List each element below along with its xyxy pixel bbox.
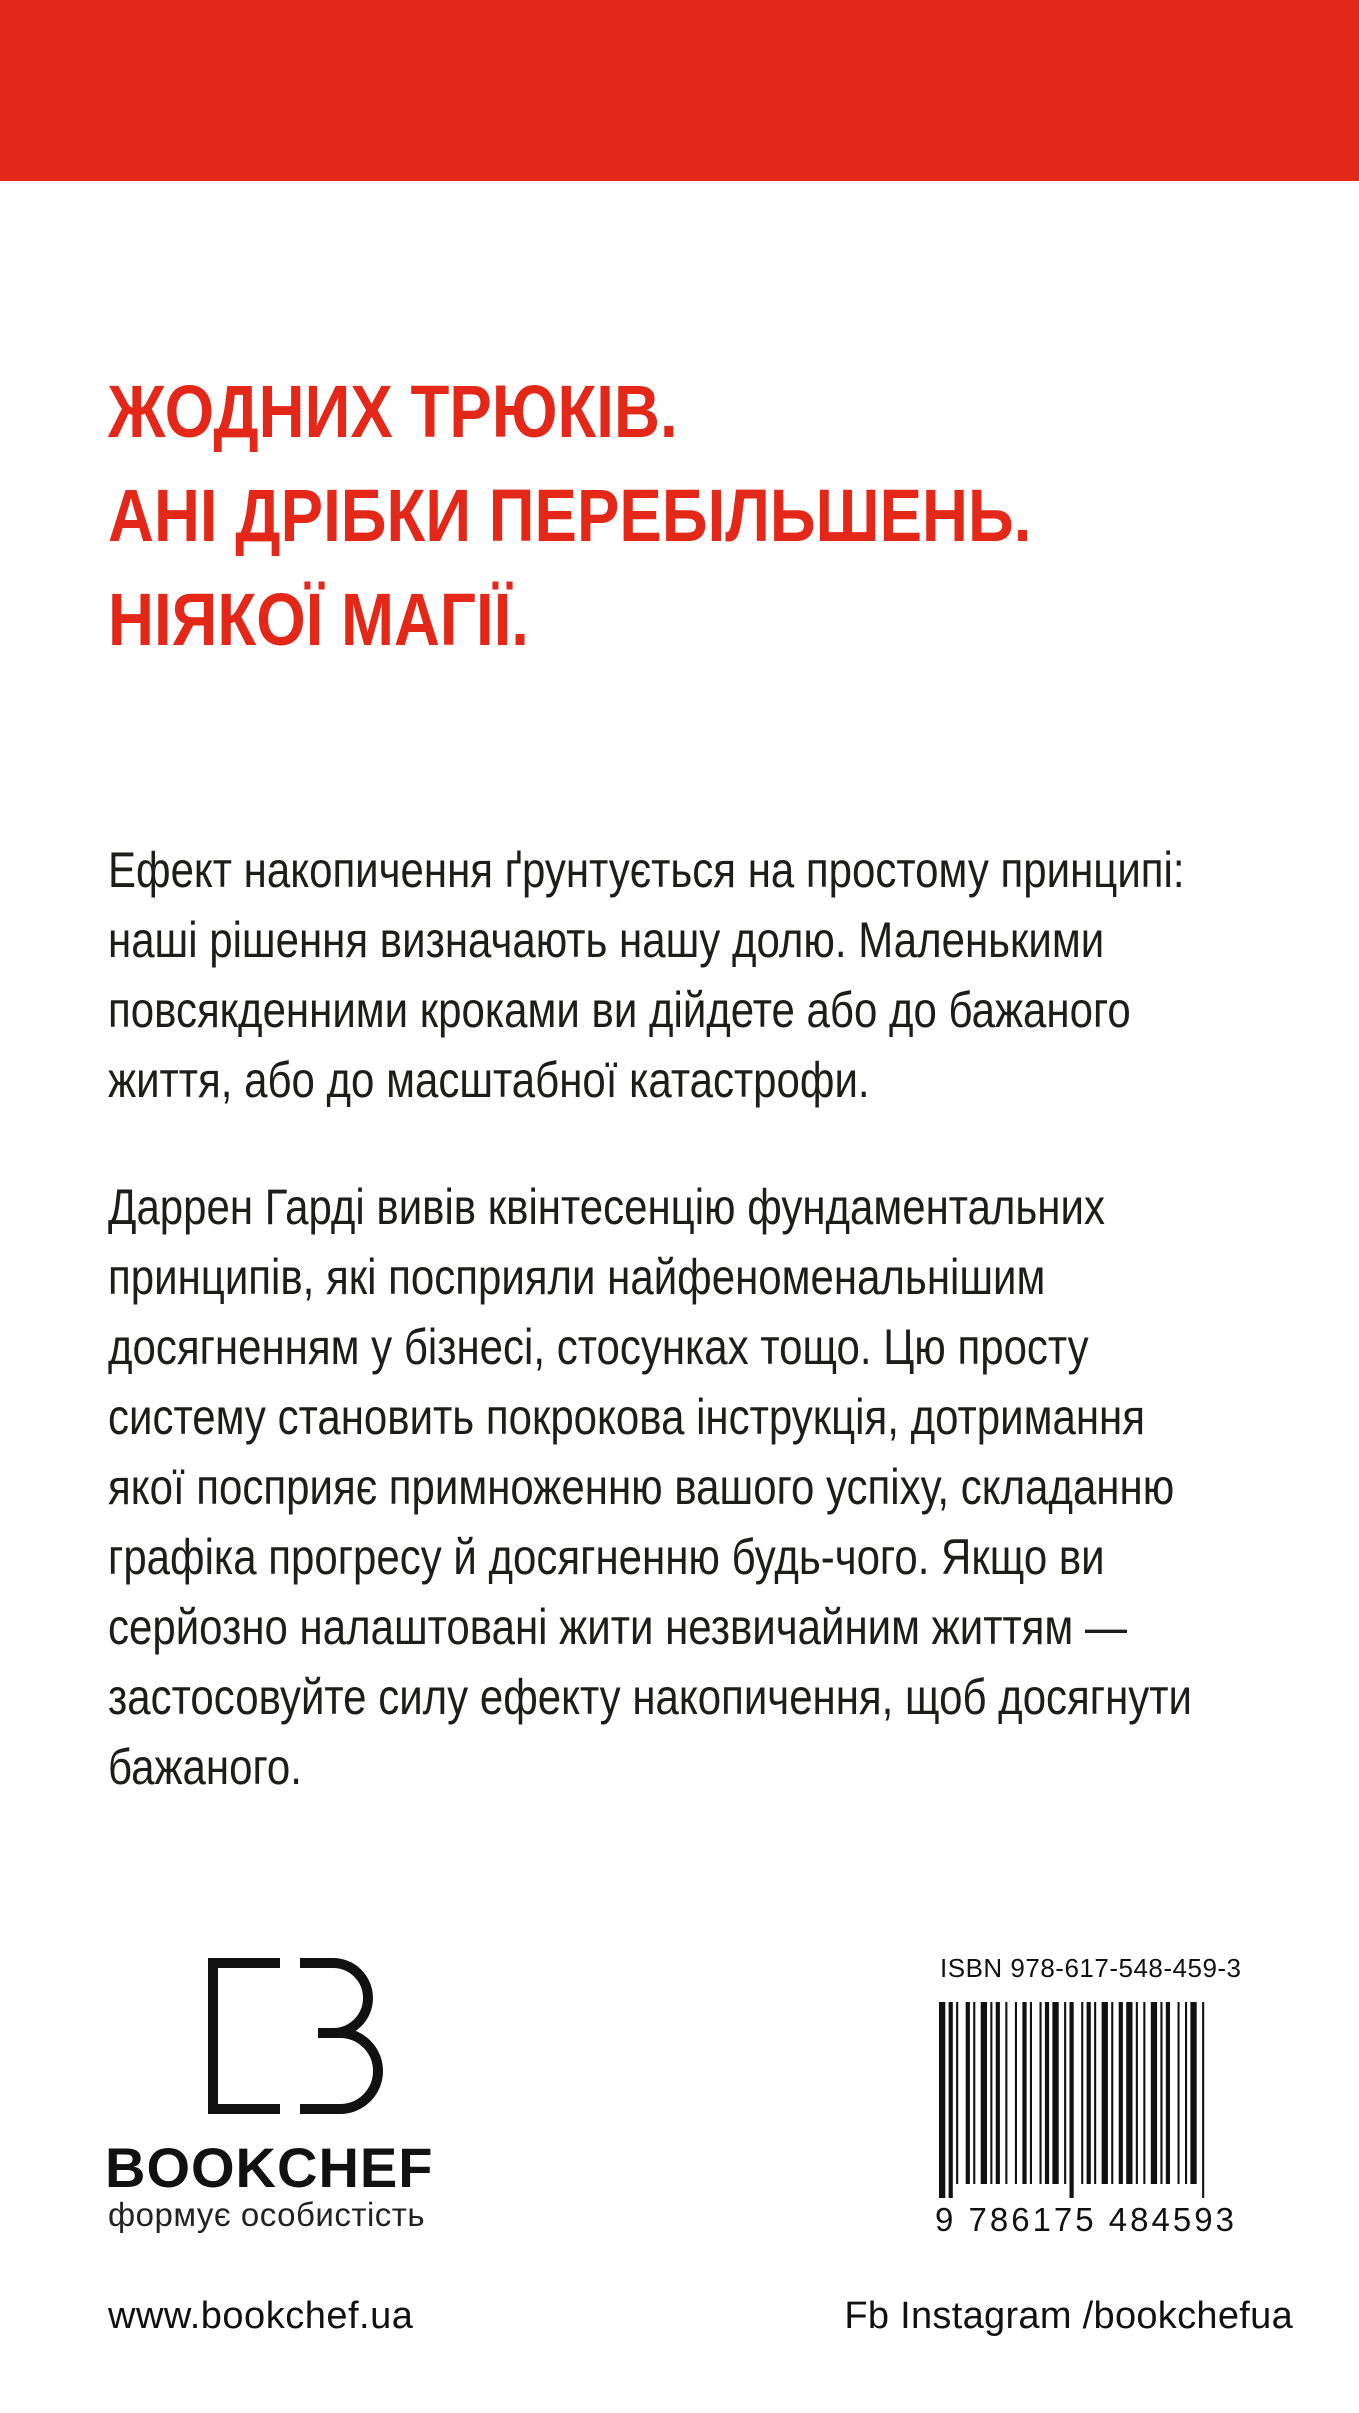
barcode-bar [1166,2002,1170,2184]
paragraph-line: життя, або до масштабної катастрофи. [108,1052,870,1108]
barcode-bar [956,2002,958,2184]
publisher-tagline: формує особистість [108,2196,426,2233]
barcode-bar [939,2002,945,2198]
barcode-bar [1143,2002,1145,2184]
bookchef-logo-icon [208,1958,400,2114]
barcode-bar [981,2002,987,2184]
barcode-bar [1015,2002,1017,2184]
publisher-website[interactable]: www.bookchef.ua [108,2295,414,2337]
description-paragraph-2 [108,1172,1193,1802]
barcode-bar [1005,2002,1007,2184]
barcode-bar [1052,2002,1058,2184]
paragraph-line: систему становить покрокова інструкція, дотримання [108,1389,1145,1445]
paragraph-line: повсякденними кроками ви дійдете або до бажаного [108,982,1131,1038]
paragraph-line: Ефект накопичення ґрунтується на простому принципі: [108,842,1185,898]
barcode-bar [1030,2002,1032,2184]
description-paragraph-1 [108,835,1185,1115]
paragraph-line: Даррен Гарді вивів квінтесенцію фундаментальних [108,1179,1105,1235]
paragraph-line: графіка прогресу й досягненню будь-чого. Якщо ви [108,1529,1105,1585]
barcode-bar [1045,2002,1049,2184]
headline [108,360,1308,672]
top-red-band [0,0,1359,181]
barcode-bar [1178,2002,1180,2184]
barcode-bar [1081,2002,1083,2184]
barcode-bar [1070,2002,1074,2198]
barcode-bar [1111,2002,1113,2184]
paragraph-line: серйозно налаштовані жити незвичайним життям — [108,1599,1127,1655]
barcode-bar [1185,2002,1187,2184]
barcode-bar [990,2002,992,2184]
barcode-bar [1126,2002,1132,2184]
paragraph-line: бажаного. [108,1739,302,1795]
barcode-bar [1202,2002,1204,2198]
barcode-bar [1040,2002,1042,2184]
headline-line-2: АНІ ДРІБКИ ПЕРЕБІЛЬШЕНЬ. [108,474,1032,557]
barcode-digits: 9 786175 484593 [935,2201,1237,2238]
barcode-bar [1022,2002,1026,2184]
barcode-bar [1102,2002,1108,2184]
barcode-bar [1119,2002,1123,2184]
barcode-bar [973,2002,975,2184]
barcode-bar [996,2002,1000,2184]
isbn-label: ISBN 978-617-548-459-3 [940,1953,1242,1983]
barcode-bar [1064,2002,1066,2184]
barcode-bar [1136,2002,1138,2184]
barcode-bar [1190,2002,1196,2184]
paragraph-line: принципів, які посприяли найфеноменальнішим [108,1249,1046,1305]
paragraph-line: застосовуйте силу ефекту накопичення, щоб досягнути [108,1669,1193,1725]
paragraph-line: якої посприяє примноженню вашого успіху, складанню [108,1459,1175,1515]
publisher-social[interactable]: Fb Instagram /bookchefua [844,2295,1293,2337]
barcode-bar [949,2002,953,2198]
barcode-bar [1160,2002,1162,2184]
headline-line-3: НІЯКОЇ МАГІЇ. [108,578,529,661]
barcode-bar [1087,2002,1091,2184]
publisher-name: BOOKCHEF [105,2136,434,2199]
barcode-bar [966,2002,970,2184]
paragraph-line: наші рішення визначають нашу долю. Маленькими [108,912,1105,968]
barcode-bar [1094,2002,1096,2184]
headline-line-1: ЖОДНИХ ТРЮКІВ. [108,370,678,453]
barcode [935,2002,1265,2202]
paragraph-line: досягненням у бізнесі, стосунках тощо. Цю просту [108,1319,1089,1375]
barcode-bar [1151,2002,1157,2184]
